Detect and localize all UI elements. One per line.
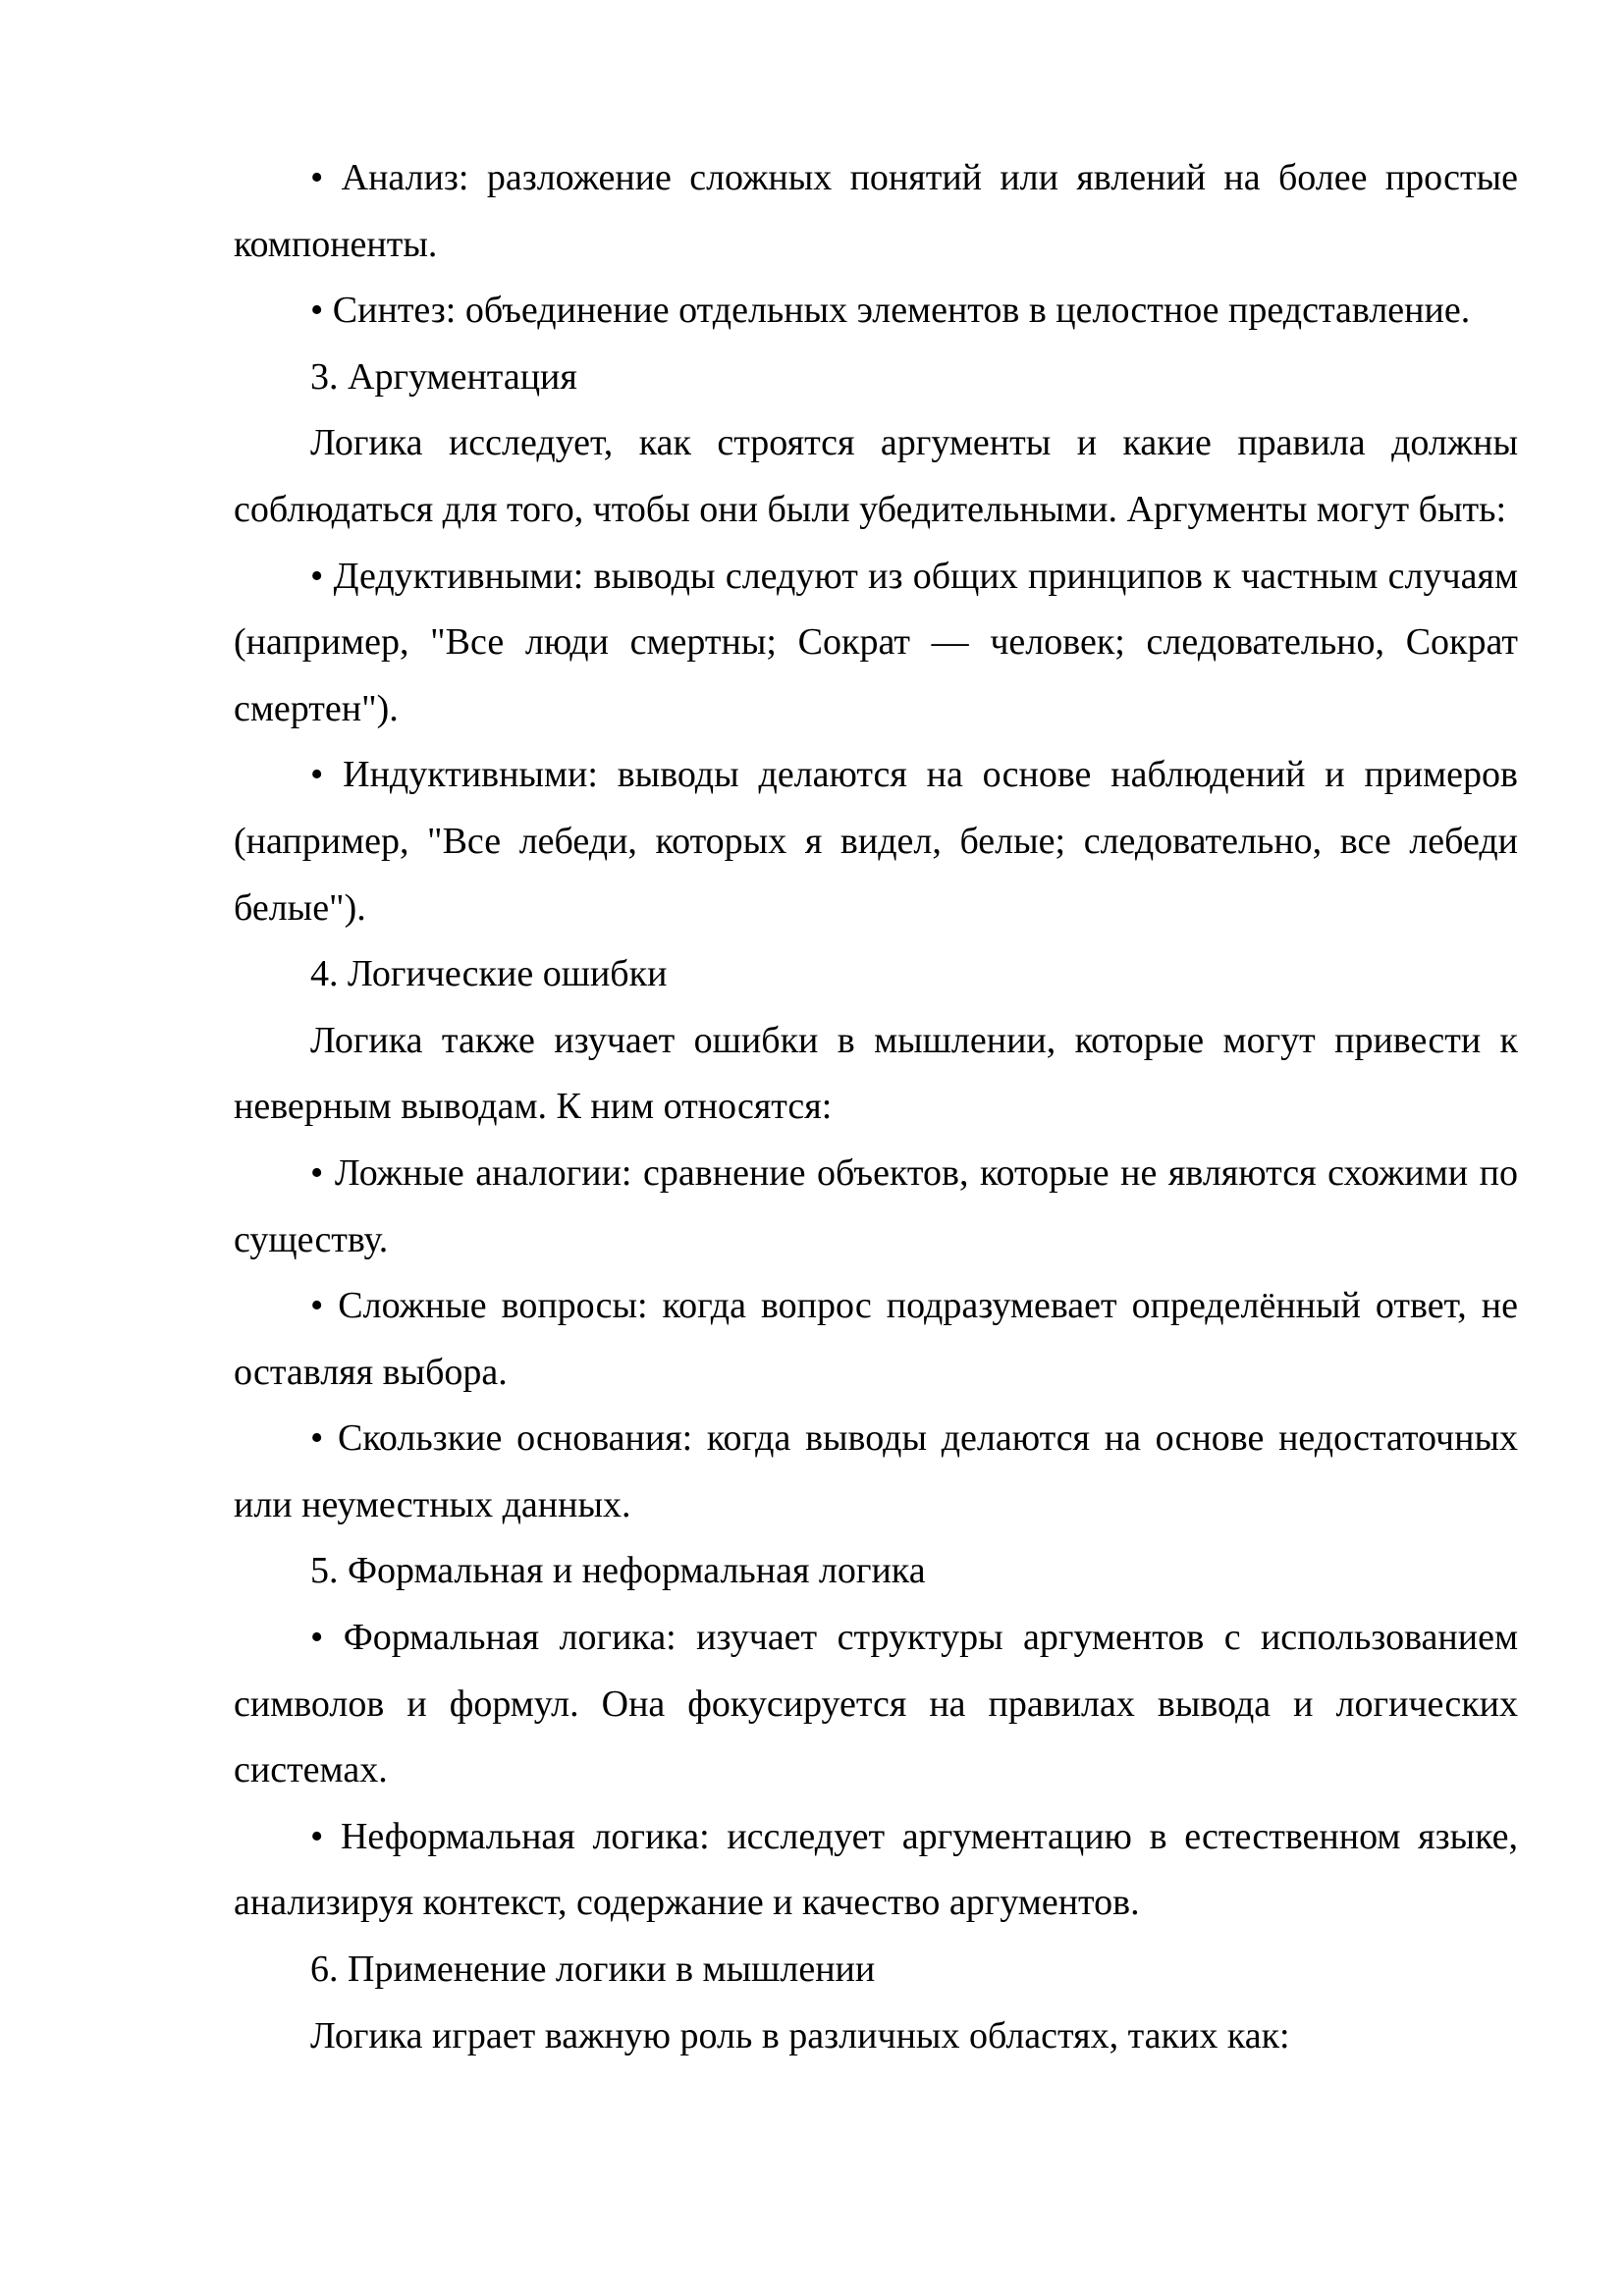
paragraph-argumentation-intro: Логика исследует, как строятся аргументы и какие правила должны соблюдаться для того, чтобы они были убедительными. Аргументы могут быть: [234,422,1518,530]
paragraph-false-analogies-bullet: • Ложные аналогии: сравнение объектов, которые не являются схожими по существу. [234,1151,1518,1260]
section-heading-logical-errors: 4. Логические ошибки [310,953,668,995]
document-body [234,145,1518,2069]
section-heading-argumentation: 3. Аргументация [310,355,577,398]
section-heading-application: 6. Применение логики в мышлении [310,1949,876,1991]
paragraph-inductive-bullet: • Индуктивными: выводы делаются на основе наблюдений и примеров (например, "Все лебеди, которых я видел, белые; следовательно, все лебеди белые"). [234,754,1518,929]
paragraph-complex-questions-bullet: • Сложные вопросы: когда вопрос подразумевает определённый ответ, не оставляя выбора. [234,1285,1518,1393]
paragraph-application-intro: Логика играет важную роль в различных областях, таких как: [310,2014,1290,2056]
paragraph-analysis-bullet: • Анализ: разложение сложных понятий или явлений на более простые компоненты. [234,157,1518,265]
paragraph-formal-logic-bullet: • Формальная логика: изучает структуры аргументов с использованием символов и формул. Она фокусируется на правилах вывода и логических системах. [234,1617,1518,1791]
paragraph-deductive-bullet: • Дедуктивными: выводы следуют из общих принципов к частным случаям (например, "Все люди смертны; Сократ — человек; следовательно, Сократ смертен"). [234,555,1518,729]
paragraph-errors-intro: Логика также изучает ошибки в мышлении, которые могут привести к неверным выводам. К ним относятся: [234,1019,1518,1128]
paragraph-slippery-grounds-bullet: • Скользкие основания: когда выводы делаются на основе недостаточных или неуместных данных. [234,1417,1518,1525]
paragraph-informal-logic-bullet: • Неформальная логика: исследует аргументацию в естественном языке, анализируя контекст, содержание и качество аргументов. [234,1815,1518,1924]
section-heading-formal-informal: 5. Формальная и неформальная логика [310,1550,926,1592]
paragraph-synthesis-bullet: • Синтез: объединение отдельных элементов в целостное представление. [310,290,1471,332]
